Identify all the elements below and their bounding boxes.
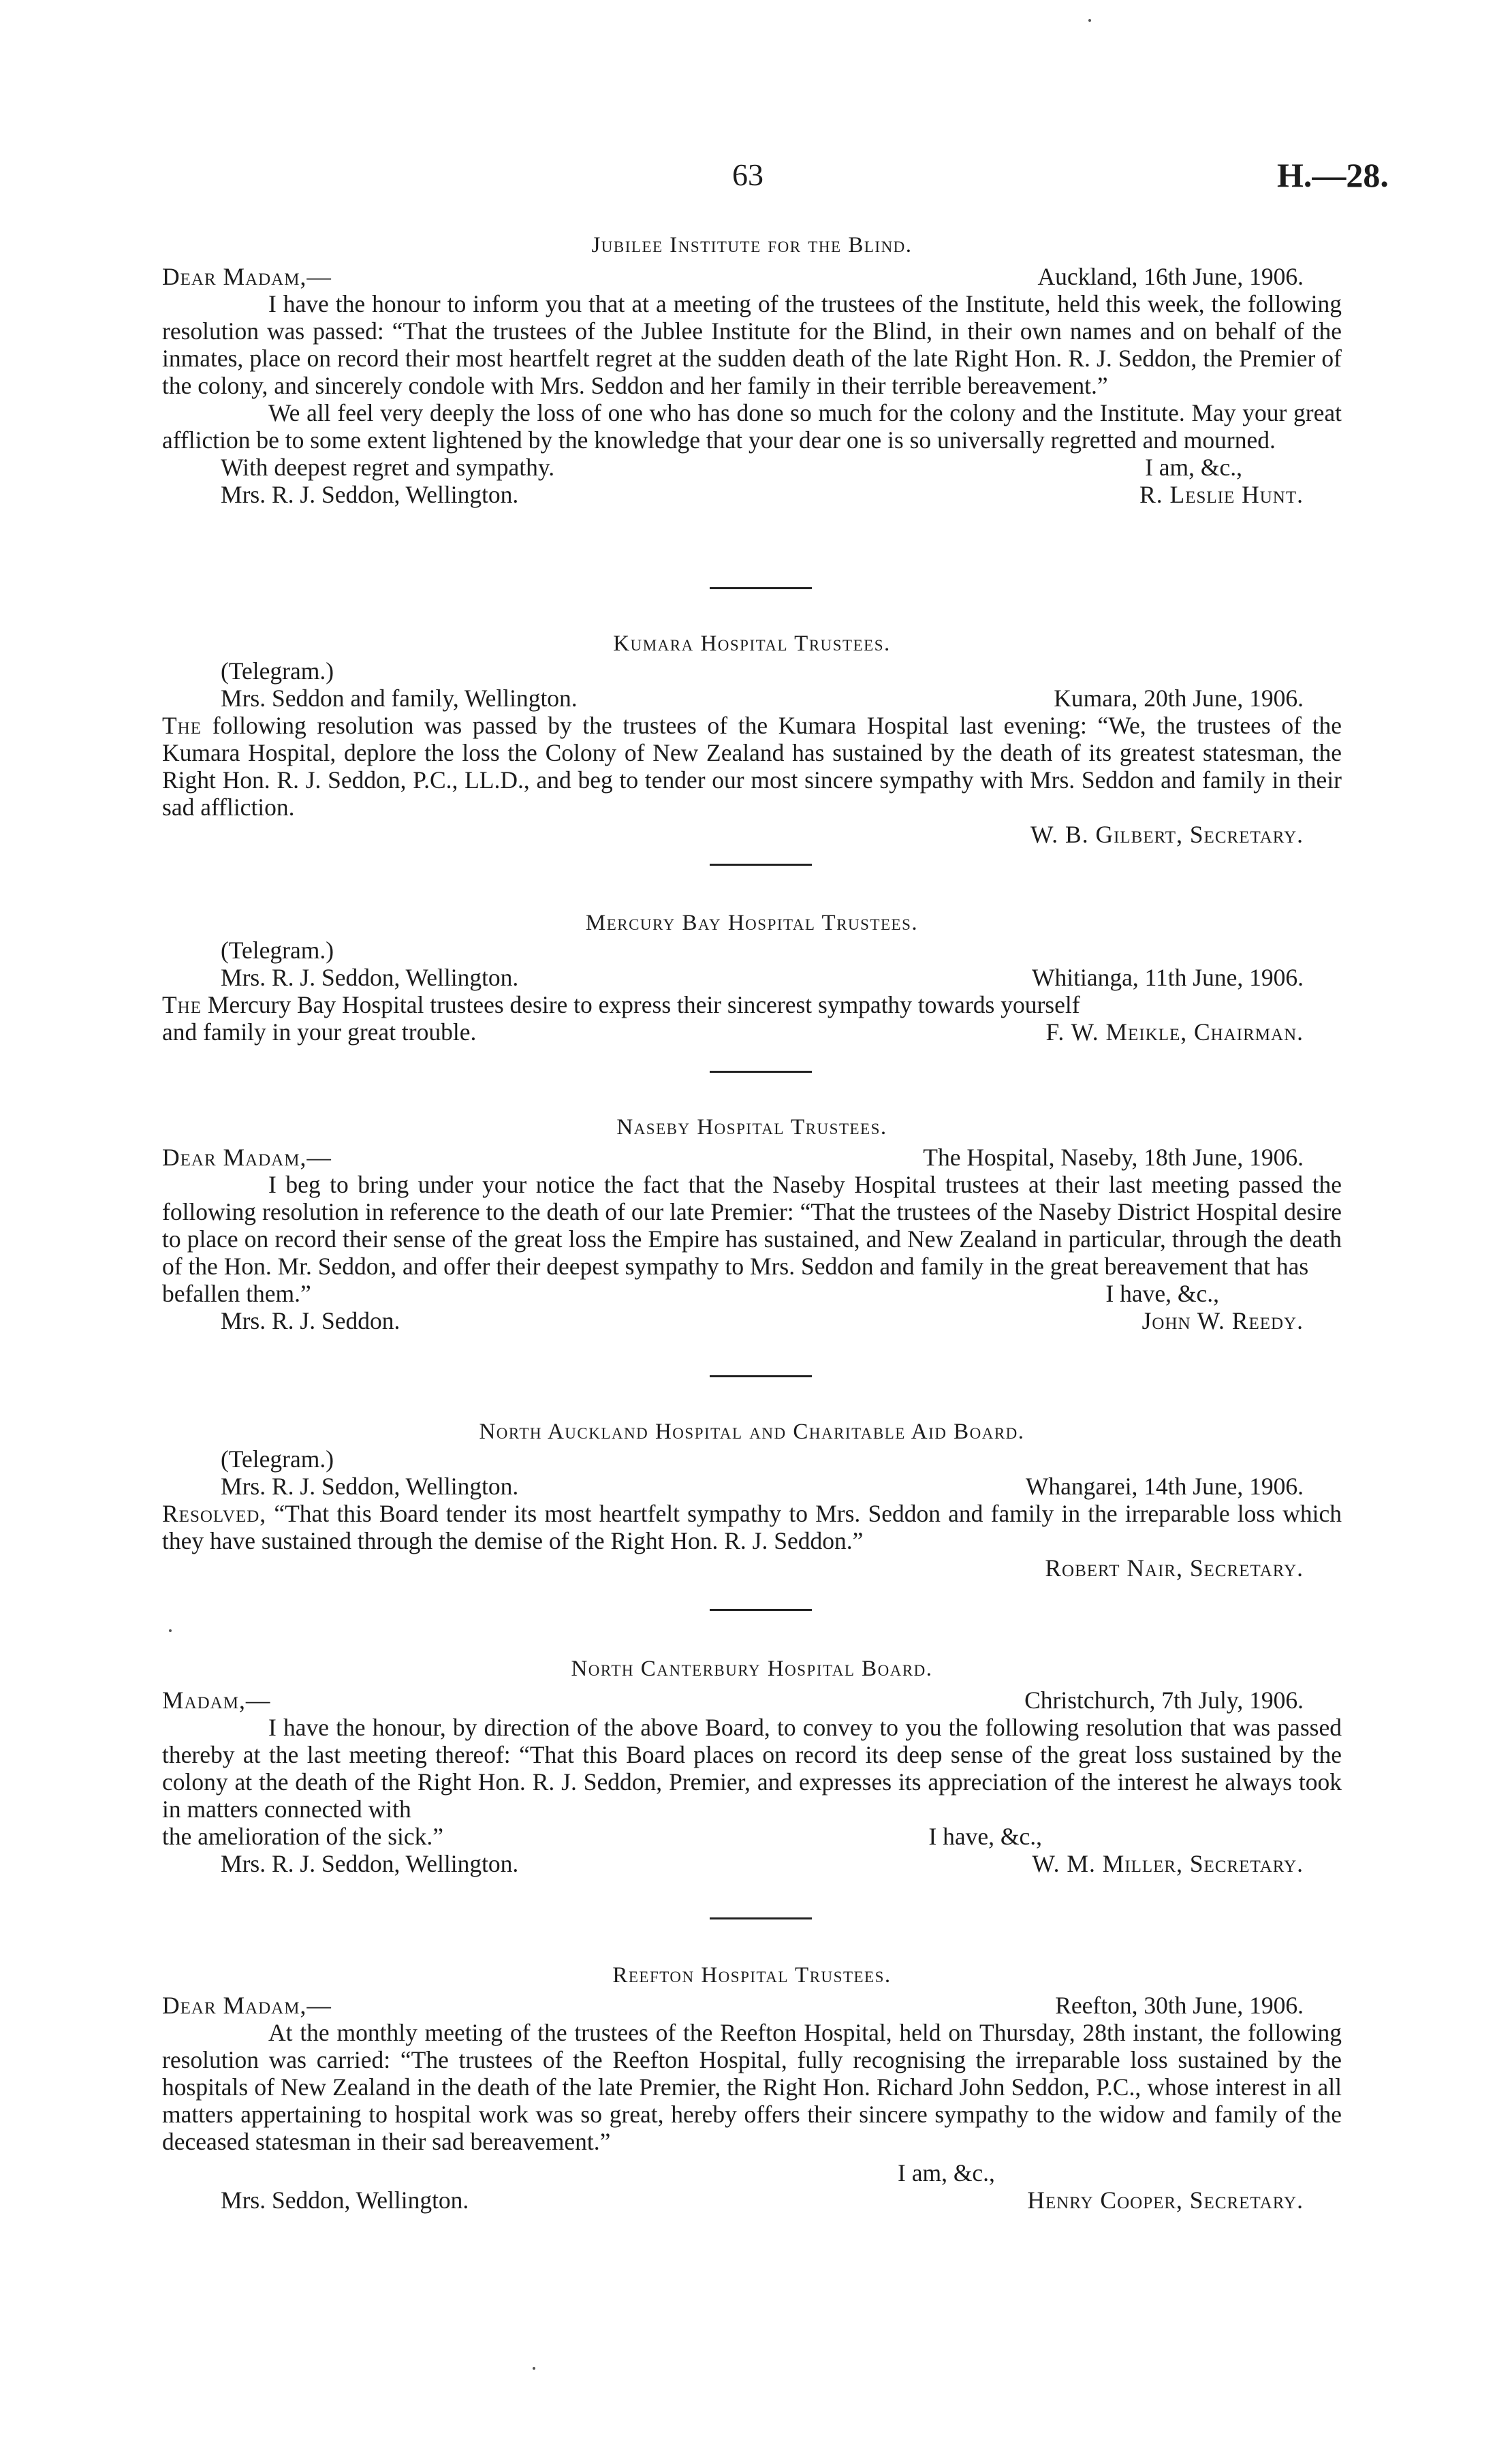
section-divider	[710, 1917, 812, 1919]
scan-speck	[533, 2367, 535, 2370]
letter-north-canterbury-board	[162, 1655, 1342, 1877]
signature: Robert Nair, Secretary.	[1045, 1554, 1304, 1582]
addressee: Mrs. R. J. Seddon.	[221, 1307, 400, 1334]
telegram-label: (Telegram.)	[221, 1445, 334, 1473]
addressee-line	[162, 964, 1342, 991]
place-date: Whangarei, 14th June, 1906.	[1025, 1473, 1304, 1500]
letter-paragraph: I have the honour to inform you that at a meeting of the trustees of the Institute, held this week, the following resolution was passed: “That the trustees of the Jublee Institute for the Blind, in their own names and on behalf of the inmates, place on record their most heartfelt regret at the sudden death of the late Right Hon. R. J. Seddon, the Premier of the colony, and sincerely condole with Mrs. Seddon and her family in their terrible bereavement.”	[162, 290, 1342, 399]
letter-heading: Naseby Hospital Trustees.	[616, 1115, 887, 1140]
addressee: Mrs. R. J. Seddon, Wellington.	[221, 1850, 519, 1877]
letter-mercury-bay-hospital	[162, 909, 1342, 1046]
addressee-line	[162, 1473, 1342, 1500]
addressee: Mrs. Seddon and family, Wellington.	[221, 685, 578, 712]
body-text-end: and family in your great trouble.	[162, 1018, 477, 1046]
scan-speck	[1088, 19, 1091, 22]
body-text: following resolution was passed by the trustees of the Kumara Hospital last evening: “We, the trustees of the Kumara Hospital, deplore the loss the Colony of New Zealand has sustained by the death of its greatest statesman, the Right Hon. R. J. Seddon, P.C., LL.D., and beg to tender our most sincere sympathy with Mrs. Seddon and family in their sad affliction.	[162, 712, 1342, 821]
closing-line	[162, 454, 1342, 481]
signature-line	[162, 1018, 1342, 1046]
closing-line	[162, 1823, 1342, 1850]
letter-paragraph: We all feel very deeply the loss of one who has done so much for the colony and the Institute. May your great affliction be to some extent lightened by the knowledge that your dear one is so universally regretted and mourned.	[162, 399, 1342, 454]
letter-heading: North Auckland Hospital and Charitable Aid Board.	[479, 1420, 1025, 1444]
addressee: Mrs. R. J. Seddon, Wellington.	[221, 964, 519, 991]
addressee-line	[162, 1307, 1342, 1334]
telegram-label: (Telegram.)	[221, 937, 334, 964]
section-divider	[710, 1375, 812, 1377]
addressee: Mrs. Seddon, Wellington.	[221, 2186, 469, 2214]
addressee-line	[162, 481, 1342, 508]
addressee-line	[162, 685, 1342, 712]
closing-formula: I am, &c.,	[898, 2159, 995, 2186]
place-date: Whitianga, 11th June, 1906.	[1032, 964, 1304, 991]
page-number: 63	[732, 157, 763, 192]
telegram-label: (Telegram.)	[221, 657, 334, 685]
letter-reefton-hospital	[162, 1962, 1342, 2214]
signature-line	[162, 821, 1342, 848]
document-reference: H.—28.	[1277, 156, 1389, 194]
place-date: Kumara, 20th June, 1906.	[1054, 685, 1304, 712]
letter-naseby-hospital	[162, 1114, 1342, 1334]
closing-formula: I have, &c.,	[928, 1823, 1042, 1850]
body-text-end: befallen them.”	[162, 1280, 311, 1307]
addressee: Mrs. R. J. Seddon, Wellington.	[221, 1473, 519, 1500]
salutation: Madam,—	[162, 1687, 271, 1714]
signature: W. M. Miller, Secretary.	[1032, 1850, 1304, 1877]
signature: John W. Reedy.	[1141, 1307, 1304, 1334]
section-divider	[710, 1609, 812, 1611]
letter-body: At the monthly meeting of the trustees of the Reefton Hospital, held on Thursday, 28th instant, the following resolution was carried: “The trustees of the Reefton Hospital, fully recognising the irreparable loss sustained by the hospitals of New Zealand in the death of the late Premier, the Right Hon. Richard John Seddon, P.C., whose interest in all matters appertaining to hospital work was so great, hereby offers their sincere sympathy to the widow and family of the deceased statesman in their sad bereavement.”	[162, 2019, 1342, 2155]
signature: R. Leslie Hunt.	[1139, 481, 1304, 508]
place-date: Christchurch, 7th July, 1906.	[1024, 1687, 1304, 1714]
letter-heading: Reefton Hospital Trustees.	[612, 1963, 892, 1988]
salutation: Dear Madam,—	[162, 263, 332, 290]
closing-formula: I am, &c.,	[1145, 454, 1242, 481]
lead-word: The	[162, 712, 202, 739]
closing-sentiment: With deepest regret and sympathy.	[221, 454, 555, 481]
body-text: “That this Board tender its most heartfelt sympathy to Mrs. Seddon and family in the irreparable loss which they have sustained through the demise of the Right Hon. R. J. Seddon.”	[162, 1500, 1342, 1554]
letter-heading: North Canterbury Hospital Board.	[571, 1657, 933, 1681]
closing-formula: I have, &c.,	[1105, 1280, 1219, 1307]
signature: F. W. Meikle, Chairman.	[1045, 1018, 1304, 1046]
letter-jubilee-institute	[162, 232, 1342, 508]
closing-line	[162, 1280, 1342, 1307]
signature-line	[162, 1554, 1342, 1582]
letter-body: I beg to bring under your notice the fact that the Naseby Hospital trustees at their last meeting passed the following resolution in reference to the death of our late Premier: “That the trustees of the Naseby District Hospital desire to place on record their sense of the great loss the Empire has sustained, and New Zealand in particular, through the death of the Hon. Mr. Seddon, and offer their deepest sympathy to Mrs. Seddon and family in the great bereavement that has	[162, 1171, 1342, 1280]
letter-heading: Jubilee Institute for the Blind.	[591, 233, 913, 257]
addressee-line	[162, 1850, 1342, 1877]
place-date: The Hospital, Naseby, 18th June, 1906.	[923, 1144, 1304, 1171]
letter-north-auckland-board	[162, 1418, 1342, 1582]
place-date: Reefton, 30th June, 1906.	[1055, 1992, 1304, 2019]
section-divider	[710, 1071, 812, 1073]
section-divider	[710, 864, 812, 866]
place-date: Auckland, 16th June, 1906.	[1037, 263, 1304, 290]
salutation-line	[162, 1144, 1342, 1171]
letter-body	[162, 1500, 1342, 1554]
addressee: Mrs. R. J. Seddon, Wellington.	[221, 481, 519, 508]
letter-body: I have the honour, by direction of the above Board, to convey to you the following resolution that was passed thereby at the last meeting thereof: “That this Board places on record its deep sense of the great loss sustained by the colony at the death of the Right Hon. R. J. Seddon, Premier, and expresses its appreciation of the interest he always took in matters connected with	[162, 1714, 1342, 1823]
signature: W. B. Gilbert, Secretary.	[1030, 821, 1304, 848]
salutation: Dear Madam,—	[162, 1992, 332, 2019]
letter-kumara-hospital	[162, 630, 1342, 848]
lead-word: Resolved,	[162, 1500, 267, 1527]
salutation-line	[162, 1992, 1342, 2019]
salutation-line	[162, 263, 1342, 290]
section-divider	[710, 587, 812, 589]
body-text-end: the amelioration of the sick.”	[162, 1823, 444, 1850]
letter-body	[162, 712, 1342, 821]
lead-word: The	[162, 991, 202, 1018]
addressee-line	[162, 2186, 1342, 2214]
closing-line	[162, 2159, 1342, 2186]
signature: Henry Cooper, Secretary.	[1027, 2186, 1304, 2214]
scan-speck	[169, 1629, 172, 1632]
salutation: Dear Madam,—	[162, 1144, 332, 1171]
letter-heading: Mercury Bay Hospital Trustees.	[585, 911, 919, 935]
salutation-line	[162, 1687, 1342, 1714]
body-text: Mercury Bay Hospital trustees desire to express their sincerest sympathy towards yourself	[207, 991, 1080, 1018]
letter-heading: Kumara Hospital Trustees.	[613, 631, 891, 656]
letter-body	[162, 991, 1342, 1018]
